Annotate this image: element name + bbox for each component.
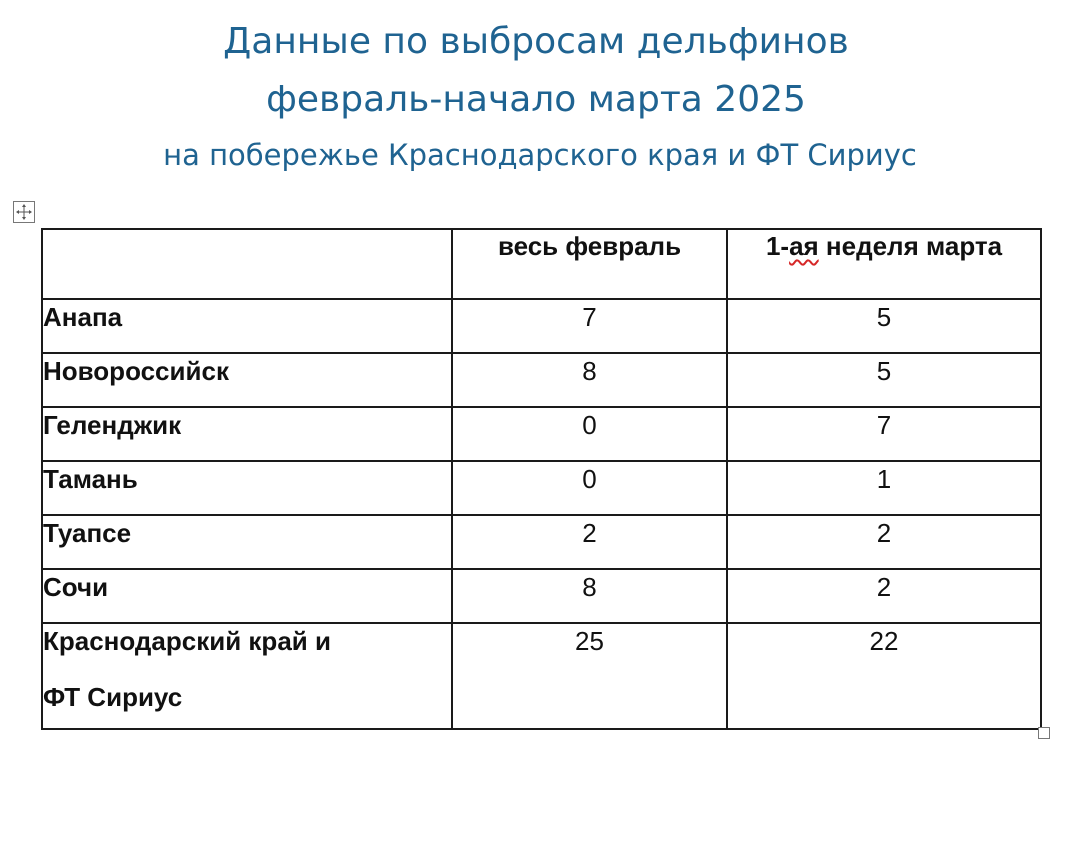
value-february[interactable]: 0 [452,461,727,515]
row-label[interactable]: Сочи [42,569,452,623]
total-label-line-1: Краснодарский край и [43,626,331,656]
table-row [42,407,1041,461]
header-march-prefix: 1- [765,231,790,261]
value-february[interactable]: 2 [452,515,727,569]
title-line-1: Данные по выбросам дельфинов [223,21,849,62]
table-row [42,299,1041,353]
subtitle: на побережье Краснодарского края и ФТ Сириус [163,138,917,172]
value-march[interactable]: 5 [727,299,1041,353]
value-february[interactable]: 8 [452,569,727,623]
table-row [42,515,1041,569]
total-march[interactable]: 22 [727,623,1041,729]
table-resize-handle[interactable] [1038,727,1050,739]
value-march[interactable]: 2 [727,569,1041,623]
table-row [42,353,1041,407]
value-march[interactable]: 5 [727,353,1041,407]
header-march-suffix: неделя марта [818,231,1003,261]
title-line-2: февраль-начало марта 2025 [266,79,806,120]
header-cell-february[interactable]: весь февраль [452,229,727,299]
row-label[interactable]: Геленджик [42,407,452,461]
header-cell-empty[interactable] [42,229,452,299]
total-label-line-2: ФТ Сириус [43,682,183,712]
spellcheck-underlined-word[interactable]: ая [789,231,819,261]
row-label[interactable]: Тамань [42,461,452,515]
move-arrows-icon [14,202,34,222]
total-february[interactable]: 25 [452,623,727,729]
dolphin-data-table [41,228,1042,730]
header-cell-march-week1[interactable] [727,229,1041,299]
table-row [42,569,1041,623]
table-row [42,461,1041,515]
table-total-row [42,623,1041,729]
value-february[interactable]: 8 [452,353,727,407]
value-march[interactable]: 1 [727,461,1041,515]
value-march[interactable]: 2 [727,515,1041,569]
value-february[interactable]: 0 [452,407,727,461]
value-february[interactable]: 7 [452,299,727,353]
row-label[interactable]: Туапсе [42,515,452,569]
table-move-handle[interactable] [13,201,35,223]
row-label[interactable]: Новороссийск [42,353,452,407]
table-header-row [42,229,1041,299]
row-label[interactable]: Анапа [42,299,452,353]
total-label[interactable] [42,623,452,729]
value-march[interactable]: 7 [727,407,1041,461]
